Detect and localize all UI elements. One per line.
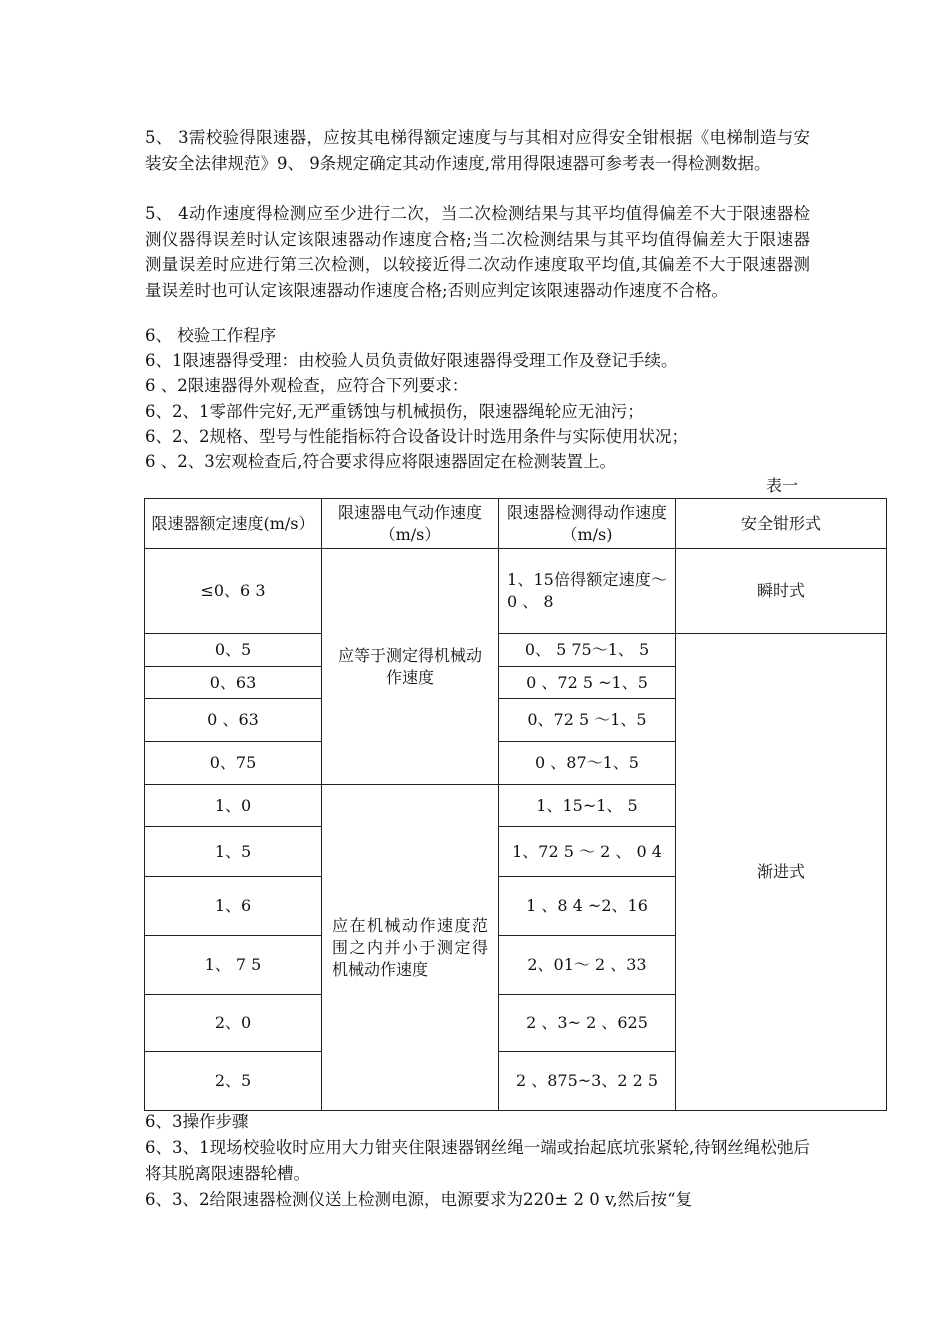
cell-gear-progressive: 渐进式 [676, 634, 887, 1111]
header-measured-speed: 限速器检测得动作速度（m/s) [499, 499, 676, 549]
section-heading-6: 6、 校验工作程序 [145, 326, 277, 345]
paragraph-6-3-2: 6、3、2给限速器检测仪送上检测电源，电源要求为220± 2 0 v,然后按“复 [145, 1190, 693, 1209]
cell-rated: 1、 7 5 [145, 936, 322, 995]
cell-rated: 1、6 [145, 877, 322, 936]
cell-measured: 1、15倍得额定速度～0 、 8 [499, 549, 676, 634]
table-row [145, 549, 887, 634]
table-header-row [145, 499, 887, 549]
paragraph-5-3: 5、 3需校验得限速器，应按其电梯得额定速度与与其相对应得安全钳根据《电梯制造与安装安全法律规范》9、 9条规定确定其动作速度,常用得限速器可参考表一得检测数据。 [145, 128, 810, 173]
header-electric-speed: 限速器电气动作速度（m/s） [322, 499, 499, 549]
cell-measured: 0 、72 5 ~1、5 [499, 667, 676, 699]
cell-rated: 0 、63 [145, 699, 322, 742]
paragraph-6-2-1: 6、2、1零部件完好,无严重锈蚀与机械损伤，限速器绳轮应无油污； [145, 402, 644, 421]
cell-measured: 2、01～ 2 、33 [499, 936, 676, 995]
speed-governor-table [144, 498, 887, 1111]
cell-rated: 2、5 [145, 1052, 322, 1111]
cell-measured: 0、72 5 ～1、5 [499, 699, 676, 742]
paragraph-6-2-3: 6 、2、3宏观检查后,符合要求得应将限速器固定在检测装置上。 [145, 452, 616, 471]
cell-rated: 0、75 [145, 742, 322, 785]
table-row [145, 634, 887, 667]
paragraph-5-4: 5、 4动作速度得检测应至少进行二次，当二次检测结果与其平均值得偏差不大于限速器检测仪器得误差时认定该限速器动作速度合格;当二次检测结果与其平均值得偏差大于限速器测量误差时应进行第三次检测，以较接近得二次动作速度取平均值,其偏差不大于限速器测量误差时也可认定该限速器动作速度合格;否则应判定该限速器动作速度不合格。 [145, 204, 810, 300]
cell-measured: 1 、8 4 ~2、16 [499, 877, 676, 936]
cell-rated: 2、0 [145, 995, 322, 1052]
cell-measured: 2 、875~3、2 2 5 [499, 1052, 676, 1111]
header-rated-speed: 限速器额定速度(m/s） [145, 499, 322, 549]
cell-rated: 0、63 [145, 667, 322, 699]
cell-rated: ≤0、6 3 [145, 549, 322, 634]
cell-electric-group-1: 应等于测定得机械动作速度 [322, 549, 499, 785]
paragraph-6-2: 6 、2限速器得外观检查，应符合下列要求： [145, 376, 469, 395]
header-safety-gear: 安全钳形式 [676, 499, 887, 549]
cell-gear-instant: 瞬时式 [676, 549, 887, 634]
cell-measured: 1、15~1、 5 [499, 785, 676, 827]
paragraph-6-1: 6、1限速器得受理：由校验人员负责做好限速器得受理工作及登记手续。 [145, 351, 678, 370]
table-caption: 表一 [766, 476, 799, 495]
cell-rated: 0、5 [145, 634, 322, 667]
cell-measured: 0、 5 75～1、 5 [499, 634, 676, 667]
cell-electric-group-2: 应在机械动作速度范围之内并小于测定得机械动作速度 [322, 785, 499, 1111]
section-heading-6-3: 6、3操作步骤 [145, 1112, 249, 1131]
cell-measured: 0 、87～1、5 [499, 742, 676, 785]
cell-rated: 1、5 [145, 827, 322, 877]
cell-measured: 1、72 5 ～ 2 、 0 4 [499, 827, 676, 877]
cell-measured: 2 、3~ 2 、625 [499, 995, 676, 1052]
paragraph-6-2-2: 6、2、2规格、型号与性能指标符合设备设计时选用条件与实际使用状况； [145, 427, 688, 446]
paragraph-6-3-1: 6、3、1现场校验收时应用大力钳夹住限速器钢丝绳一端或抬起底坑张紧轮,待钢丝绳松弛后将其脱离限速器轮槽。 [145, 1138, 810, 1183]
cell-rated: 1、0 [145, 785, 322, 827]
